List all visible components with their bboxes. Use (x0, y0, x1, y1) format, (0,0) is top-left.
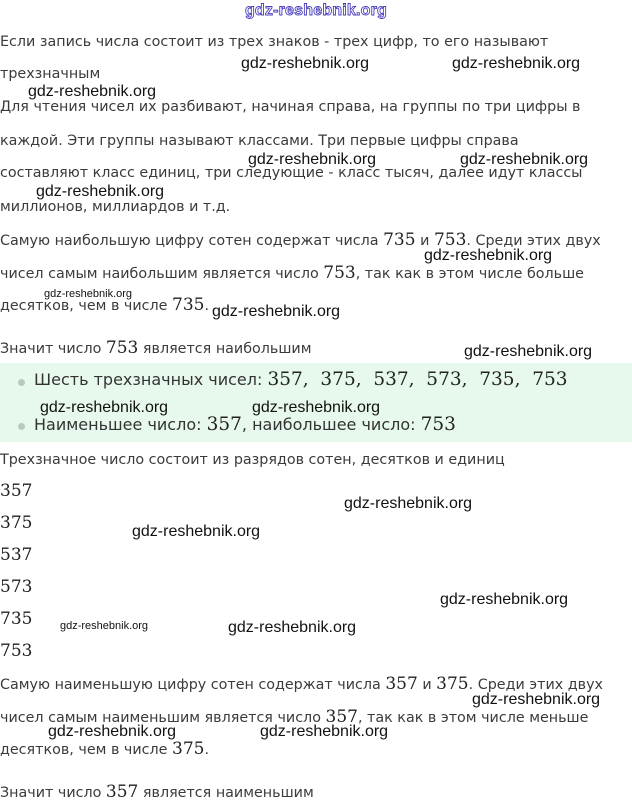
watermark-text: gdz-reshebnik.org (36, 183, 165, 200)
watermark-text: gdz-reshebnik.org (228, 619, 357, 636)
paragraph-min-conclusion: Значит число 357 является наименьшим (0, 782, 314, 802)
bullet-dot (18, 423, 25, 430)
math-number: 753 (420, 414, 456, 435)
math-number: 357 (206, 414, 242, 435)
watermark-text: gdz-reshebnik.org (241, 55, 370, 72)
number-item: 573 (0, 577, 33, 597)
number-item: 753 (0, 641, 33, 661)
watermark-text: gdz-reshebnik.org (252, 399, 381, 416)
answer-item-six-numbers: Шесть трехзначных чисел: 357, 375, 537, 573, 735, 753 (34, 369, 568, 390)
number-item: 357 (0, 481, 33, 501)
answer-item-min-max: Наименьшее число: 357, наибольшее число: 753 (34, 414, 456, 435)
paragraph-intro-line2: трехзначным (0, 66, 101, 82)
paragraph-min-line2: чисел самым наименьшим является число 357, так как в этом числе меньше (0, 707, 589, 727)
watermark-text: gdz-reshebnik.org (212, 303, 341, 320)
watermark-text: gdz-reshebnik.org (248, 151, 377, 168)
paragraph-classes-line3: составляют класс единиц, три следующие - класс тысяч, далее идут классы (0, 165, 583, 181)
math-numbers-list: 357, 375, 537, 573, 735, 753 (267, 369, 568, 390)
watermark-text: gdz-reshebnik.org (472, 691, 601, 708)
math-number: 753 (433, 230, 467, 250)
paragraph-max-line1: Самую наибольшую цифру сотен содержат числа 735 и 753. Среди этих двух (0, 230, 601, 250)
math-number: 735 (172, 295, 205, 315)
math-number: 735 (383, 230, 416, 250)
watermark-text: gdz-reshebnik.org (344, 495, 473, 512)
math-number: 375 (436, 674, 469, 694)
math-number: 357 (385, 674, 418, 694)
watermark-text: gdz-reshebnik.org (28, 83, 157, 100)
watermark-text: gdz-reshebnik.org (464, 343, 593, 360)
math-number: 357 (325, 707, 358, 727)
watermark-text: gdz-reshebnik.org (460, 151, 589, 168)
watermark-text: gdz-reshebnik.org (40, 399, 169, 416)
number-item: 735 (0, 609, 33, 629)
paragraph-classes-line2: каждой. Эти группы называют классами. Три первые цифры справа (0, 133, 519, 149)
watermark-text: gdz-reshebnik.org (424, 247, 553, 264)
number-item: 537 (0, 545, 33, 565)
watermark-text: gdz-reshebnik.org (132, 523, 261, 540)
paragraph-intro-line1: Если запись числа состоит из трех знаков - трех цифр, то его называют (0, 34, 549, 50)
paragraph-max-line2: чисел самым наибольшим является число 753, так как в этом числе больше (0, 263, 584, 283)
paragraph-digits: Трехзначное число состоит из разрядов сотен, десятков и единиц (0, 452, 505, 468)
math-number: 375 (172, 739, 205, 759)
bullet-dot (18, 379, 25, 386)
number-item: 375 (0, 513, 33, 533)
watermark-text: gdz-reshebnik.org (452, 55, 581, 72)
header-watermark: gdz-reshebnik.org (244, 2, 388, 19)
math-number: 753 (105, 338, 139, 358)
paragraph-min-line3: десятков, чем в числе 375. (0, 739, 209, 759)
watermark-text: gdz-reshebnik.org (44, 288, 133, 300)
paragraph-classes-line1: Для чтения чисел их разбивают, начиная справа, на группы по три цифры в (0, 99, 581, 115)
watermark-text: gdz-reshebnik.org (440, 591, 569, 608)
watermark-text: gdz-reshebnik.org (60, 620, 149, 632)
paragraph-classes-line4: миллионов, миллиардов и т.д. (0, 199, 231, 215)
watermark-text: gdz-reshebnik.org (260, 723, 389, 740)
paragraph-min-line1: Самую наименьшую цифру сотен содержат числа 357 и 375. Среди этих двух (0, 674, 603, 694)
paragraph-max-conclusion: Значит число 753 является наибольшим (0, 338, 312, 358)
watermark-text: gdz-reshebnik.org (48, 723, 177, 740)
math-number: 357 (105, 782, 139, 802)
paragraph-max-line3: десятков, чем в числе 735. (0, 295, 209, 315)
math-number: 753 (323, 263, 356, 283)
